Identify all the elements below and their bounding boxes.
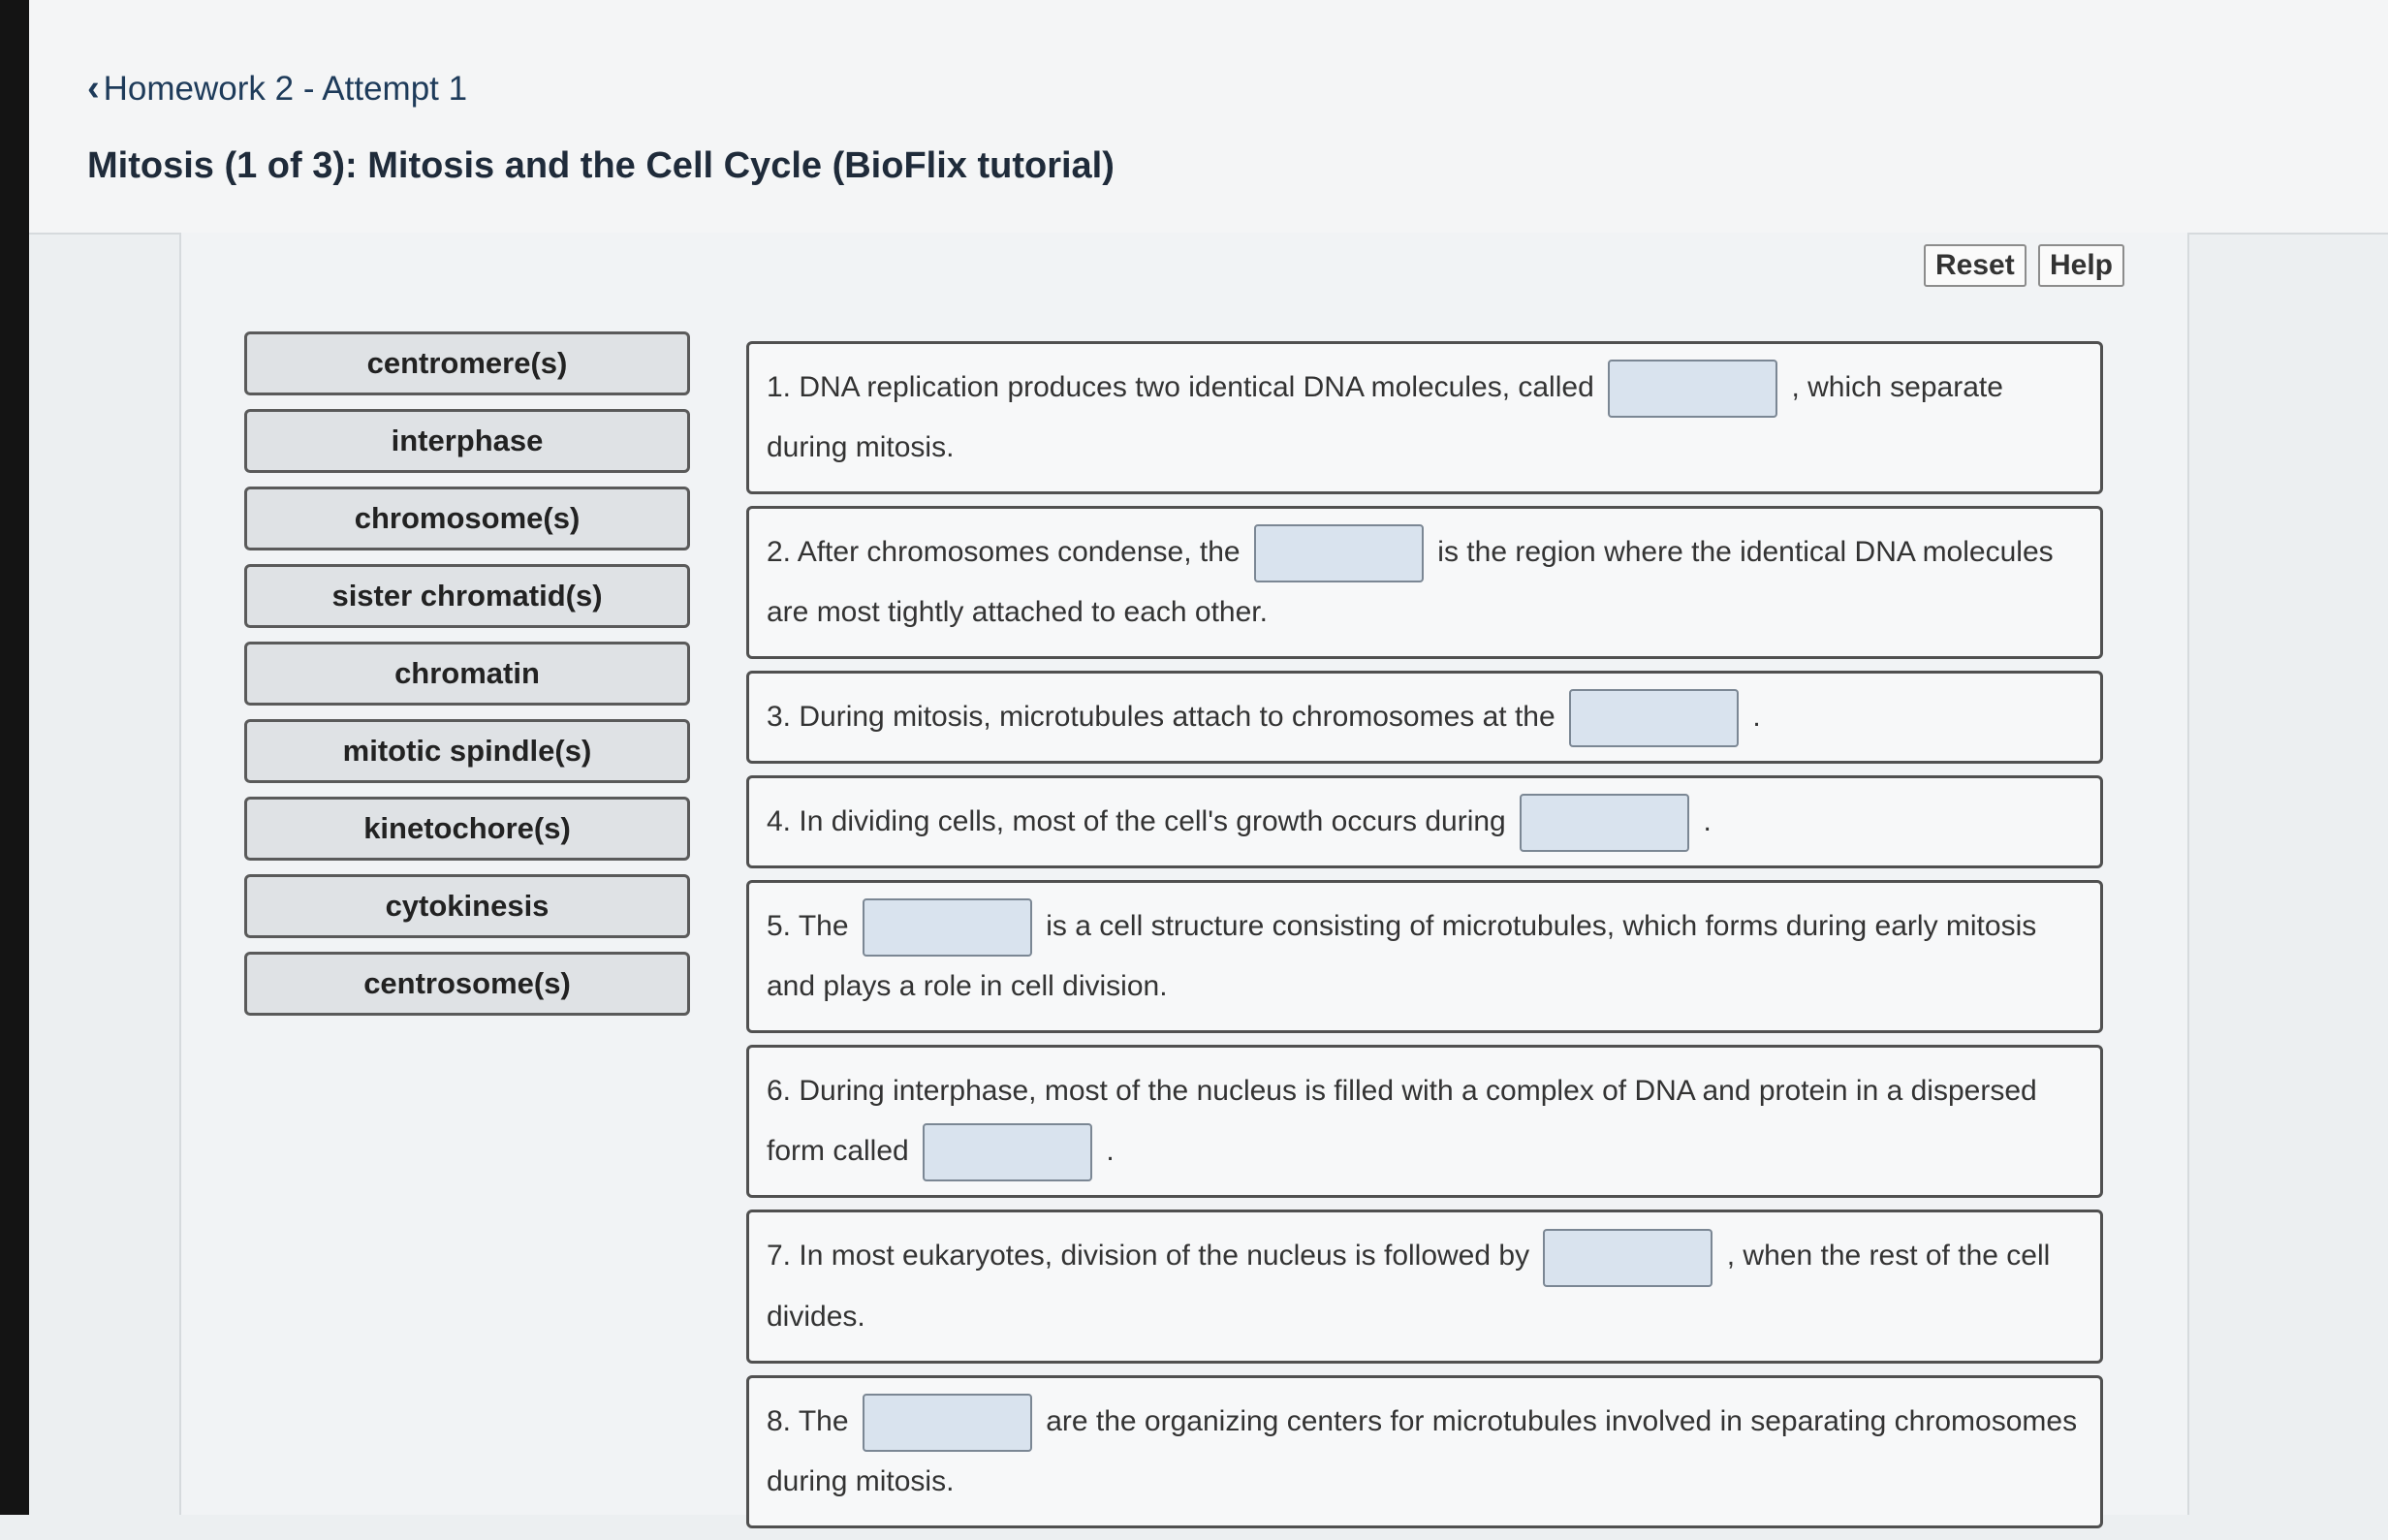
question-list [746, 341, 2103, 1540]
question-text: 8. The [767, 1404, 849, 1437]
back-link-label: Homework 2 - Attempt 1 [103, 69, 468, 108]
help-button[interactable]: Help [2038, 244, 2124, 287]
question-2 [746, 506, 2103, 659]
question-text: 1. DNA replication produces two identical DNA molecules, called [767, 371, 1594, 403]
question-text: . [1106, 1135, 1115, 1168]
question-3 [746, 671, 2103, 764]
answer-drop-target[interactable] [863, 1394, 1032, 1452]
answer-drop-target[interactable] [1254, 524, 1424, 582]
question-text: . [1752, 701, 1761, 734]
reset-button[interactable]: Reset [1924, 244, 2027, 287]
question-text: 3. During mitosis, microtubules attach to chromosomes at the [767, 701, 1555, 734]
word-bank [244, 331, 690, 1029]
term-chromosome[interactable]: chromosome(s) [244, 487, 690, 550]
question-text: . [1703, 805, 1712, 838]
term-interphase[interactable]: interphase [244, 409, 690, 473]
term-chromatin[interactable]: chromatin [244, 642, 690, 706]
term-cytokinesis[interactable]: cytokinesis [244, 874, 690, 938]
question-text: is a cell structure consisting of microtubules, which forms during early mitosis and plays a role in cell division. [767, 910, 2037, 1003]
question-text: , which separate during mitosis. [767, 371, 2003, 464]
screen-bezel [0, 0, 29, 1515]
question-text: is the region where the identical DNA molecules are most tightly attached to each other. [767, 536, 2054, 629]
question-text: 4. In dividing cells, most of the cell's growth occurs during [767, 805, 1506, 838]
question-text: 7. In most eukaryotes, division of the nucleus is followed by [767, 1240, 1530, 1273]
answer-drop-target[interactable] [863, 898, 1032, 957]
question-text: 2. After chromosomes condense, the [767, 536, 1241, 569]
term-sister-chromatid[interactable]: sister chromatid(s) [244, 564, 690, 628]
answer-drop-target[interactable] [1543, 1229, 1712, 1287]
chevron-left-icon: ‹ [87, 68, 100, 109]
question-4 [746, 775, 2103, 868]
term-mitotic-spindle[interactable]: mitotic spindle(s) [244, 719, 690, 783]
question-text: are the organizing centers for microtubules involved in separating chromosomes during mitosis. [767, 1404, 2078, 1497]
question-6 [746, 1045, 2103, 1198]
answer-drop-target[interactable] [1608, 360, 1777, 418]
question-5 [746, 880, 2103, 1033]
term-kinetochore[interactable]: kinetochore(s) [244, 797, 690, 861]
question-8 [746, 1375, 2103, 1528]
page-header [29, 0, 2388, 235]
answer-drop-target[interactable] [1520, 794, 1689, 852]
question-text: 6. During interphase, most of the nucleus is filled with a complex of DNA and protein in a dispersed form called [767, 1075, 2037, 1168]
question-text: 5. The [767, 910, 849, 943]
answer-drop-target[interactable] [923, 1123, 1092, 1181]
answer-drop-target[interactable] [1569, 689, 1739, 747]
question-text: , when the rest of the cell divides. [767, 1240, 2051, 1333]
question-7 [746, 1210, 2103, 1363]
term-centromere[interactable]: centromere(s) [244, 331, 690, 395]
back-link[interactable] [87, 68, 467, 110]
page-title: Mitosis (1 of 3): Mitosis and the Cell Cycle (BioFlix tutorial) [87, 145, 1115, 186]
question-1 [746, 341, 2103, 494]
term-centrosome[interactable]: centrosome(s) [244, 952, 690, 1016]
